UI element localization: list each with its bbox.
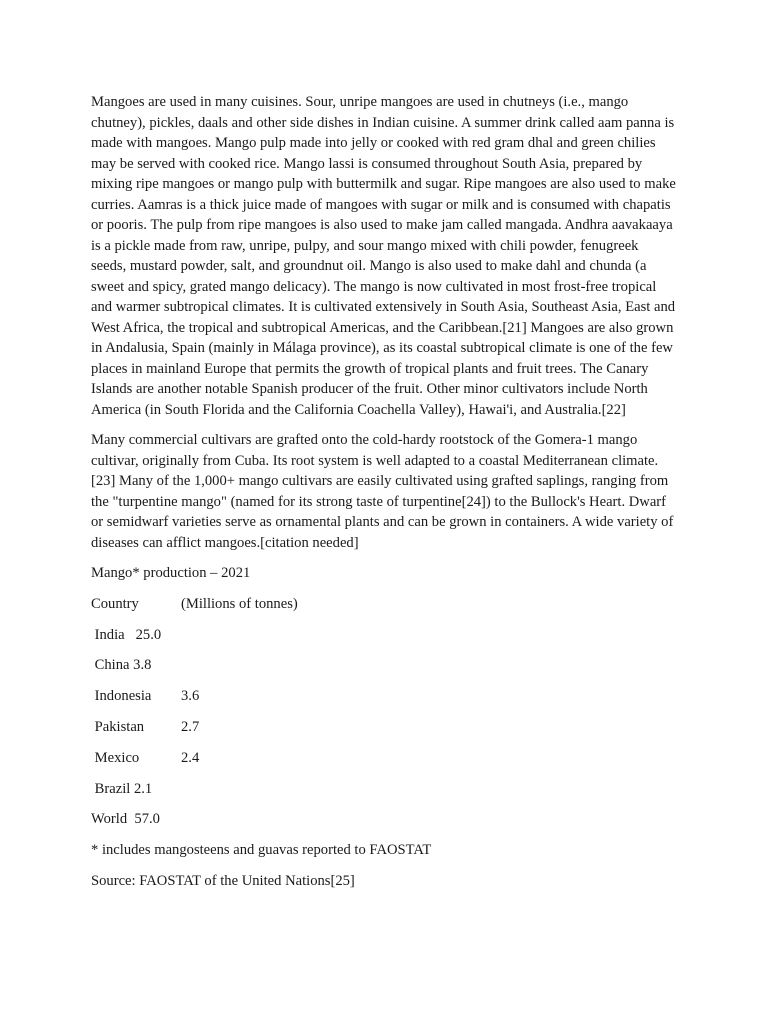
row-value: 2.1 [133,780,153,797]
table-header [91,594,677,615]
row-value: 2.7 [181,718,200,735]
row-value: 25.0 [135,626,162,643]
row-country: Mexico [91,749,140,766]
table-row [91,625,677,646]
table-row [91,748,677,769]
row-country: China [91,657,130,674]
table-row [91,717,677,738]
table-row [91,686,677,707]
row-country: Indonesia [91,688,152,705]
table-footnote: * includes mangosteens and guavas reported to FAOSTAT [91,842,432,859]
table-row [91,779,677,800]
row-country: Pakistan [91,718,145,735]
row-country: Brazil [91,780,131,797]
row-value: 3.8 [133,657,152,674]
row-country: World [91,811,128,828]
table-title: Mango* production – 2021 [91,565,251,581]
paragraph-cuisine-cultivation: Mangoes are used in many cuisines. Sour, unripe mangoes are used in chutneys (i.e., mango chutney), pickles, daals and other side dishes in Indian cuisine. A summer drink called aam panna is made with mangoes. Mango pulp made into jelly or cooked with red gram dhal and green chilies may be served with cooked rice. Mango lassi is consumed throughout South Asia, prepared by mixing ripe mangoes or mango pulp with buttermilk and sugar. Ripe mangoes are also used to make curries. Aamras is a thick juice made of mangoes with sugar or milk and is consumed with chapatis or pooris. The pulp from ripe mangoes is also used to make jam called mangada. Andhra aavakaaya is a pickle made from raw, unripe, pulpy, and sour mango mixed with chili powder, fenugreek seeds, mustard powder, salt, and groundnut oil. Mango is also used to make dahl and chunda (a sweet and spicy, grated mango delicacy). The mango is now cultivated in most frost-free tropical and warmer subtropical climates. It is cultivated extensively in South Asia, Southeast Asia, East and West Africa, the tropical and subtropical Americas, and the Caribbean.[21] Mangoes are also grown in Andalusia, Spain (mainly in Málaga province), as its coastal subtropical climate is one of the few places in mainland Europe that permits the growth of tropical plants and fruit trees. The Canary Islands are another notable Spanish producer of the fruit. Other minor cultivators include North America (in South Florida and the California Coachella Valley), Hawai'i, and Australia.[22] [91,94,676,418]
header-country: Country [91,595,139,612]
row-value: 3.6 [181,688,200,705]
header-value: (Millions of tonnes) [181,595,298,612]
paragraph-cultivars: Many commercial cultivars are grafted onto the cold-hardy rootstock of the Gomera-1 mango cultivar, originally from Cuba. Its root system is well adapted to a coastal Mediterranean climate.[23] Many of the 1,000+ mango cultivars are easily cultivated using grafted saplings, ranging from the "turpentine mango" (named for its strong taste of turpentine[24]) to the Bullock's Heart. Dwarf or semidwarf varieties serve as ornamental plants and can be grown in containers. A wide variety of diseases can afflict mangoes.[citation needed] [91,432,674,551]
row-value: 2.4 [181,749,200,766]
table-row [91,655,677,676]
row-country: India [91,626,125,643]
row-value: 57.0 [134,811,160,828]
document-page [91,92,677,902]
table-row-total [91,809,677,830]
table-source: Source: FAOSTAT of the United Nations[25] [91,872,355,889]
